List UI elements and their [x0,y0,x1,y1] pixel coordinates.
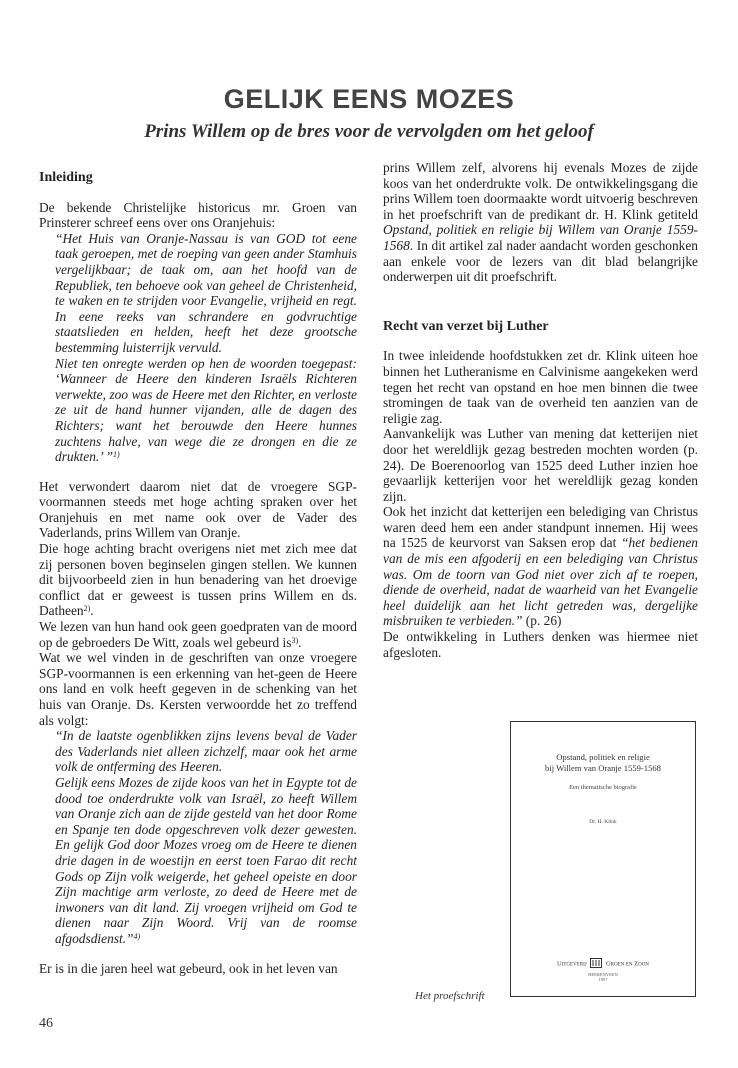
paragraph-text: . In dit artikel zal nader aandacht worden geschonken aan enkele voor de lezers van dit blad belangrijke onderwerpen uit dit proefschrift. [383,237,698,285]
quote-groen-continued [55,356,357,465]
article-title: GELIJK EENS MOZES [223,84,515,114]
paragraph-text: Die hoge achting bracht overigens niet met zich mee dat zij personen boven beginselen gingen stellen. We kunnen dit bijvoorbeeld zien in hun benadering van het droevige conflict dat er geweest is tussen prins Willem en ds. Datheen [39,541,357,619]
paragraph-text: Ook het inzicht dat ketterijen een belediging van Christus waren deed hem een ander standpunt innemen. Hij wees na 1525 de keurvorst van Saksen erop dat [383,504,698,551]
footnote-marker: 1) [113,450,120,460]
left-column [39,170,357,976]
quote-text: Gelijk eens Mozes de zijde koos van het in Egypte tot de dood toe onderdrukte volk van Israël, zo heeft Willem van Oranje zich aan de zijde gesteld van het door Rome en Spanje ten dode opgeschreven volk dezer gewesten. En gelijk God door Mozes vroeg om de Heere te dienen drie dagen in de woestijn en eerst toen Farao dit recht Gods op Zijn volk weigerde, het geheel opeiste en door Zijn machtige arm verloste, zo deed de Heere met de inwoners van dit land. Zij vroegen vrijheid om God te dienen naar Zijn Woord. Vrij van de roomse afgodsdienst.” [55,774,357,946]
paragraph: De bekende Christelijke historicus mr. Groen van Prinsterer schreef eens over ons Oranjehuis: [39,199,357,231]
section-heading-luther: Recht van verzet bij Luther [383,318,549,334]
book-title-reference: Opstand, politiek en religie bij Willem van Oranje 1559-1568 [383,222,698,253]
book-cover-image [510,721,696,997]
quote-groen: “Het Huis van Oranje-Nassau is van GOD tot eene taak geroepen, met de roeping van geen ander Stamhuis vergelijkbaar; de taak om, aan het hoofd van de Republiek, ten behoeve ook van geheel de Christenheid, te waken en te strijden voor Evangelie, vrijheid en regt. In eene reeks van schrandere en godvruchtige staatslieden en helden, heeft het deze grootsche bestemming luisterrijk vervuld. [55,230,357,355]
luther-quote: “het bedienen van de mis een afgoderij en een belediging van Christus was. Om de toorn van God niet over zich af te roepen, diende de overheid, nadat de waarheid van het Evangelie heel duidelijk aan het licht getreden was, dergelijke misbruiken te verbieden.” [383,535,698,629]
publisher-logo-icon [590,958,602,970]
section-heading-inleiding: Inleiding [39,170,93,185]
paragraph: Er is in die jaren heel wat gebeurd, ook in het leven van [39,960,338,976]
publisher-name-right: Groen en Zoon [605,960,649,968]
article-subtitle: Prins Willem op de bres voor de vervolgden om het geloof [144,121,594,142]
paragraph [383,160,698,285]
book-title-line: bij Willem van Oranje 1559-1568 [545,763,661,773]
book-cover-title [511,752,695,774]
book-city: HEERENVEEN [588,972,618,977]
footnote-marker: 2) [83,604,91,614]
right-column [383,160,698,660]
quote-kersten: “In de laatste ogenblikken zijns levens beval de Vader des Vaderlands niet alleen zichzelf, maar ook het arme volk de ontferming des Heeren. [55,728,357,775]
paragraph: Aanvankelijk was Luther van mening dat ketterijen niet door het wereldlijk gezag bestreden mochten worden (p. 24). De Boerenoorlog van 1525 deed Luther inzien hoe gevaarlijk ketterijen voor het wereldlijk gezag konden zijn. [383,426,698,504]
book-cover-subtitle: Een thematische biografie [569,784,637,791]
quote-text: Niet ten onregte werden op hen de woorden toegepast: ‘Wanneer de Heere den kinderen Israëls Richteren verwekte, zoo was de Heere met den Richter, en verloste ze uit de hand hunner vijanden, alle de dagen des Richters; want het berouwde den Heere hunnes zuchtens halve, van wege die ze drongen en die ze drukten.’ ” [55,355,357,465]
paragraph: De ontwikkeling in Luthers denken was hiermee niet afgesloten. [383,629,698,660]
paragraph: Het verwondert daarom niet dat de vroegere SGP-voormannen steeds met hoge achting spraken over het Oranjehuis en met name ook over de Vader des Vaderlands, prins Willem van Oranje. [39,478,357,541]
paragraph [383,504,698,629]
paragraph: Wat we wel vinden in de geschriften van onze vroegere SGP-voormannen is een erkenning van het-geen de Heere ons land en volk heeft gegeven in de schenking van het huis van Oranje. Ds. Kersten verwoordde het zo treffend als volgt: [39,650,357,728]
page-number: 46 [39,1016,53,1031]
quote-kersten-continued [55,775,357,947]
footnote-marker: 3) [291,635,299,645]
book-title-line: Opstand, politiek en religie [556,752,650,762]
paragraph-end: . [298,634,302,650]
book-cover-author: Dr. H. Klink [589,819,617,825]
paragraph [39,541,357,619]
publisher-name-left: Uitgeverij [557,960,587,968]
page-reference: (p. 26) [522,613,562,629]
paragraph [39,619,357,650]
paragraph-end: . [90,603,94,619]
book-year: 1997 [598,977,608,982]
paragraph-text: We lezen van hun hand ook geen goedpraten van de moord op de gebroeders De Witt, zoals wel gebeurd is [39,619,357,650]
footnote-marker: 4) [133,931,141,941]
book-publisher [511,958,695,970]
paragraph-text: prins Willem zelf, alvorens hij evenals Mozes de zijde koos van het onderdrukte volk. De ontwikkelingsgang die prins Willem toen doormaakte wordt uitvoerig beschreven in het proefschrift van de predikant dr. H. Klink getiteld [383,160,698,222]
book-imprint [511,972,695,982]
paragraph: In twee inleidende hoofdstukken zet dr. Klink uiteen hoe binnen het Lutheranisme en Calvinisme aangekeken werd tegen het recht van opstand en hoe men binnen die twee stromingen de taak van de overheid ten aanzien van de religie zag. [383,348,698,426]
image-caption: Het proefschrift [415,990,485,1002]
